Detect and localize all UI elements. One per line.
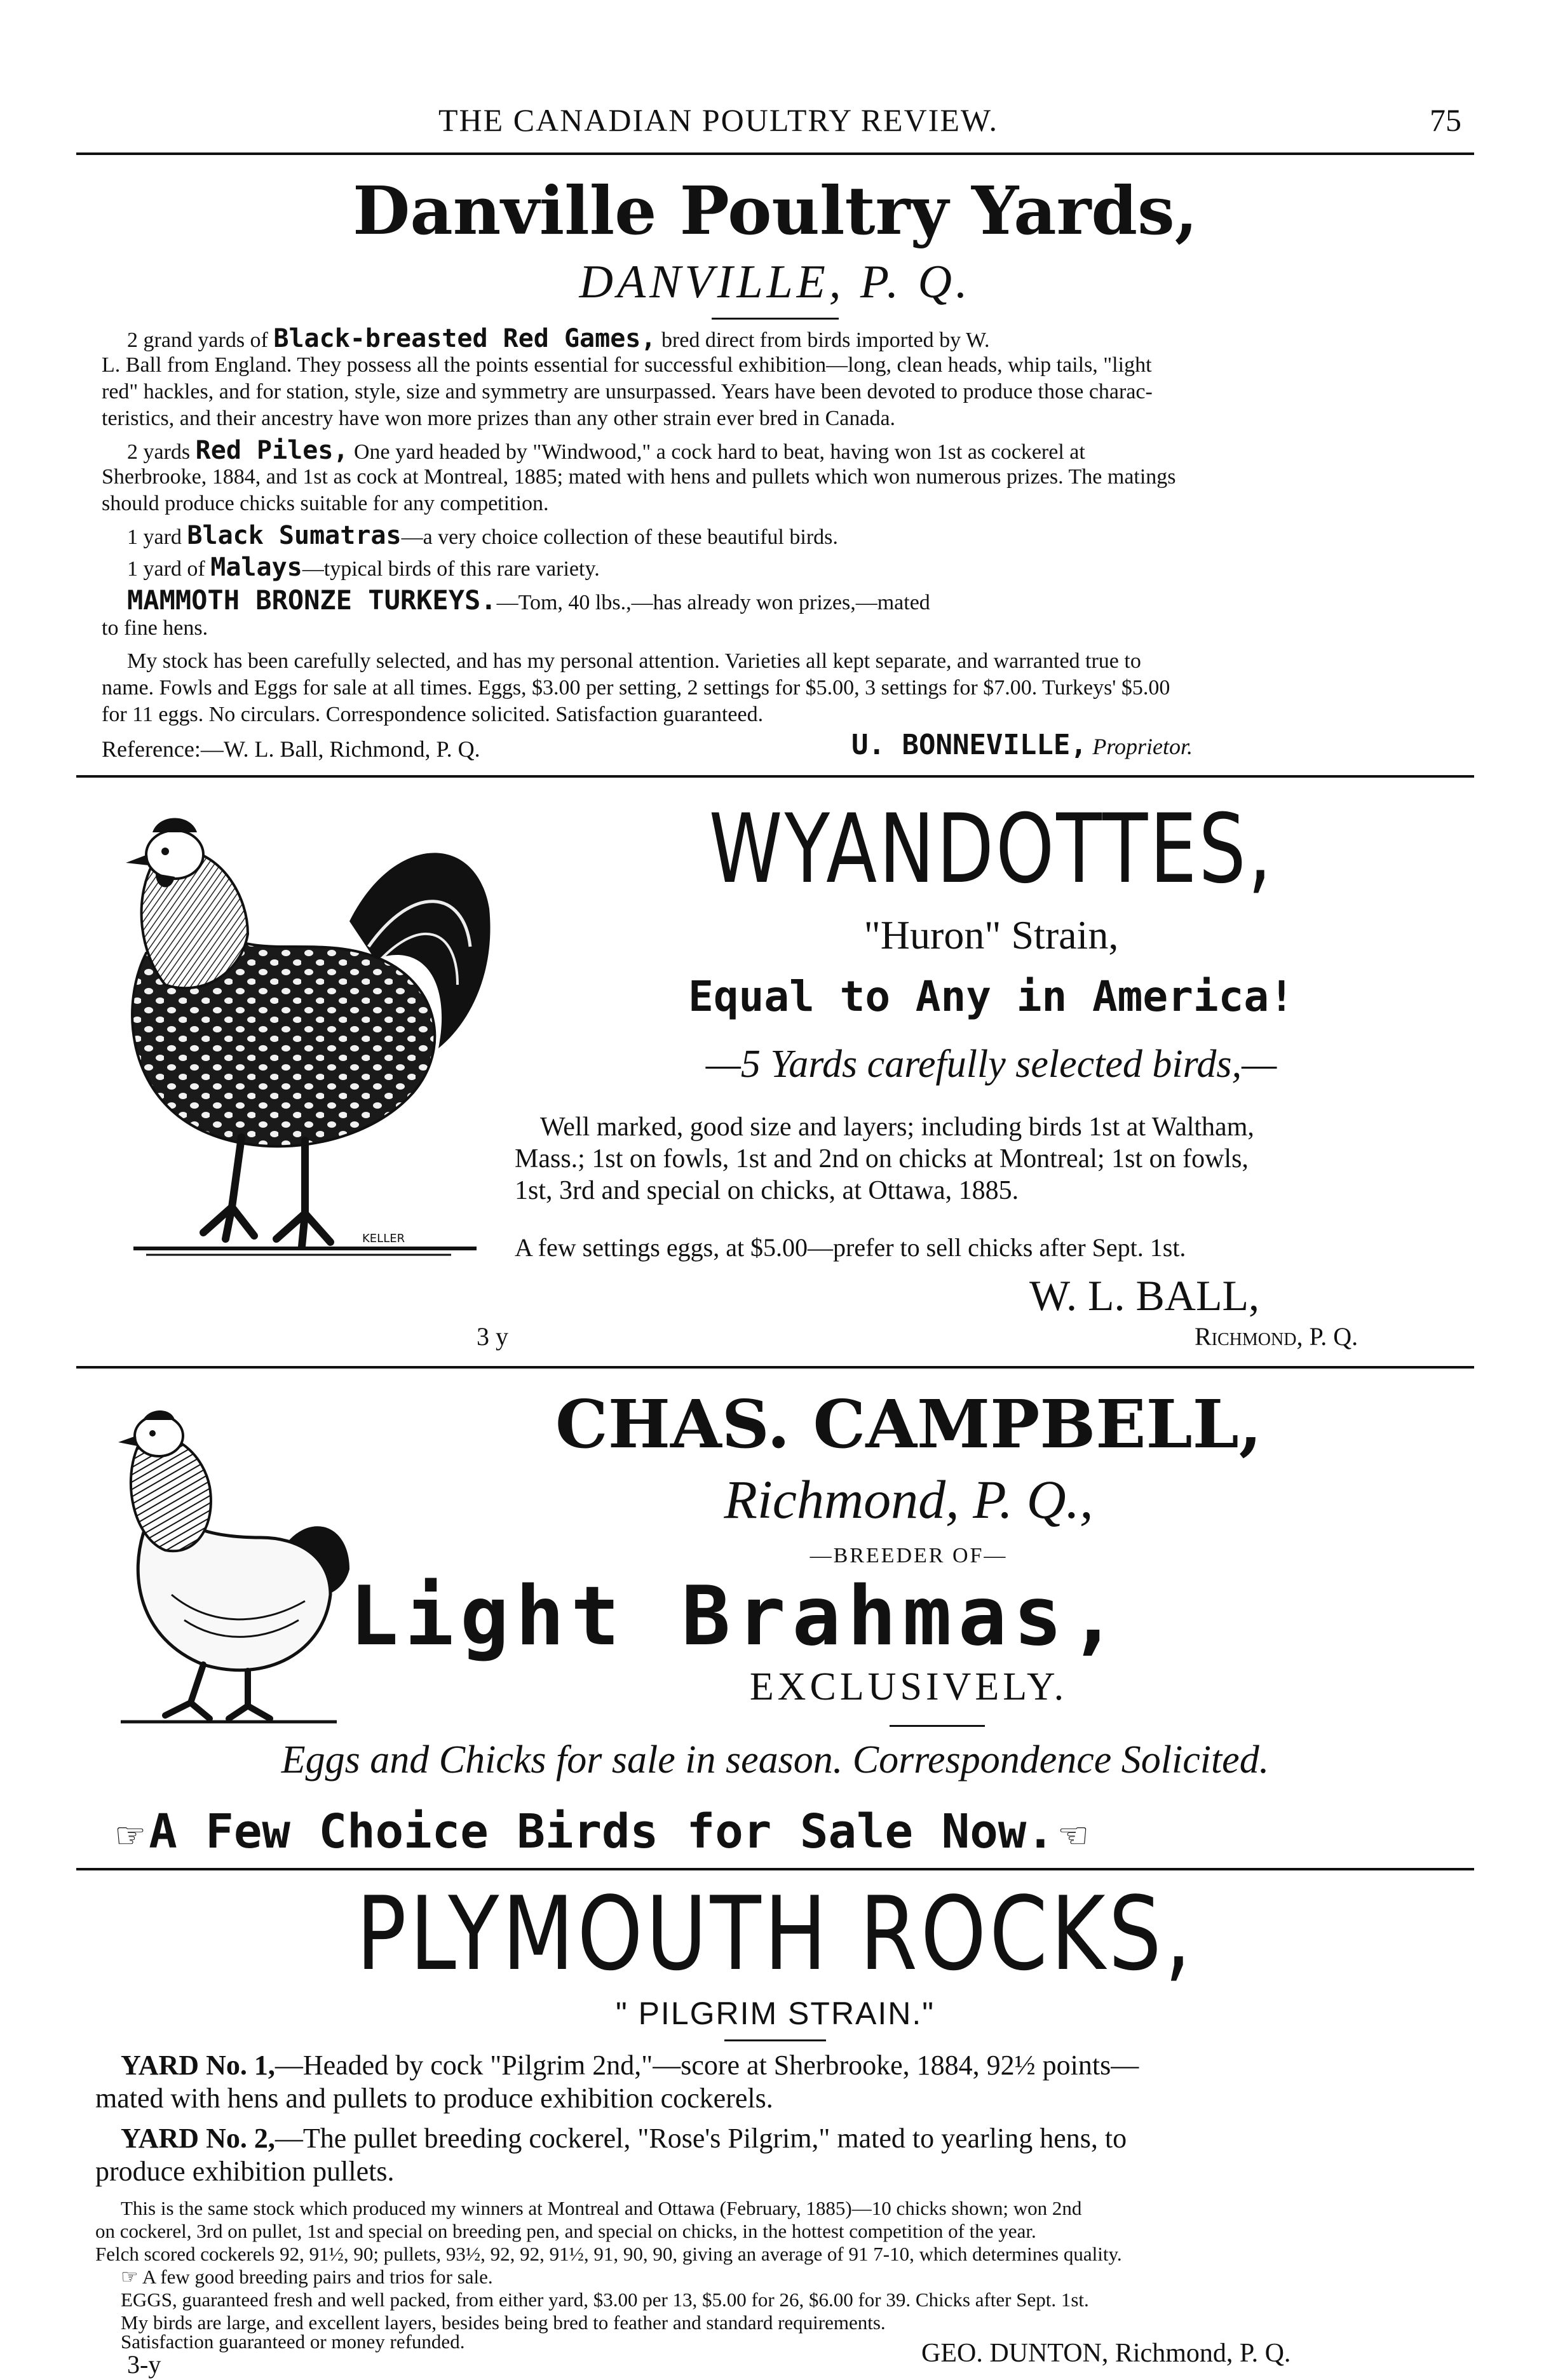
plymouth-detail-5: EGGS, guaranteed fresh and well packed, from either yard, $3.00 per 13, $5.00 for 26, $6.00 for 39. Chicks after Sept. 1st.	[121, 2289, 1089, 2311]
danville-para-5-line-1: MAMMOTH BRONZE TURKEYS.—Tom, 40 lbs.,—has already won prizes,—mated	[127, 585, 930, 616]
rooster-illustration	[95, 794, 502, 1264]
danville-para-2-line-2: Sherbrooke, 1884, and 1st as cock at Montreal, 1885; mated with hens and pullets which won numerous prizes. The matings	[102, 465, 1176, 489]
wyandottes-desc-line-2: Mass.; 1st on fowls, 1st and 2nd on chicks at Montreal; 1st on fowls,	[515, 1144, 1249, 1173]
danville-para-1-line-2: L. Ball from England. They possess all the points essential for successful exhibition—long, clean heads, whip tails, "light	[102, 353, 1152, 377]
campbell-place: Richmond, P. Q.,	[724, 1469, 1094, 1530]
plymouth-detail-7: Satisfaction guaranteed or money refunded.	[121, 2330, 465, 2353]
wyandottes-yards: —5 Yards carefully selected birds,—	[705, 1043, 1277, 1086]
breed-black-breasted-red-games: Black-breasted Red Games,	[273, 324, 656, 353]
wyandottes-desc-line-1: Well marked, good size and layers; including birds 1st at Waltham,	[540, 1112, 1254, 1142]
light-brahma-hen-engraving	[95, 1385, 362, 1728]
wyandottes-term: 3 y	[477, 1322, 508, 1351]
engraver-signature: KELLER	[362, 1232, 405, 1245]
plymouth-yard-1-line-1: YARD No. 1,—Headed by cock "Pilgrim 2nd,"—score at Sherbrooke, 1884, 92½ points—	[121, 2050, 1139, 2081]
danville-para-5-line-2: to fine hens.	[102, 616, 208, 640]
wyandottes-desc-line-3: 1st, 3rd and special on chicks, at Ottawa, 1885.	[515, 1176, 1019, 1205]
wyandottes-settings: A few settings eggs, at $5.00—prefer to sell chicks after Sept. 1st.	[515, 1233, 1186, 1262]
plymouth-yard-2-line-2: produce exhibition pullets.	[95, 2156, 395, 2187]
danville-bottom-rule	[76, 775, 1474, 778]
danville-para-2-line-3: should produce chicks suitable for any competition.	[102, 492, 549, 515]
breed-mammoth-bronze-turkeys: MAMMOTH BRONZE TURKEYS.	[127, 585, 497, 616]
wyandottes-strain: "Huron" Strain,	[864, 912, 1119, 957]
breed-red-piles: Red Piles,	[195, 436, 349, 465]
breed-black-sumatras: Black Sumatras	[187, 521, 402, 550]
danville-title-rule	[712, 318, 839, 320]
campbell-few-choice	[114, 1804, 1449, 1859]
campbell-rule	[890, 1725, 985, 1727]
danville-para-2-line-1: 2 yards Red Piles, One yard headed by "Windwood," a cock hard to beat, having won 1st as cockerel at	[127, 436, 1085, 465]
danville-para-3: 1 yard Black Sumatras—a very choice collection of these beautiful birds.	[127, 521, 838, 550]
header-rule	[76, 152, 1474, 155]
plymouth-detail-3: Felch scored cockerels 92, 91½, 90; pullets, 93½, 92, 92, 91½, 91, 90, 90, giving an average of 91 7-10, which determines quality.	[95, 2243, 1122, 2265]
campbell-breed: Light Brahmas,	[349, 1569, 1124, 1664]
hen-illustration	[95, 1385, 362, 1728]
campbell-exclusively: EXCLUSIVELY.	[749, 1665, 1068, 1708]
plymouth-signature: GEO. DUNTON, Richmond, P. Q.	[921, 2339, 1291, 2368]
plymouth-detail-6: My birds are large, and excellent layers, besides being bred to feather and standard requirements.	[121, 2311, 886, 2334]
page-header	[76, 102, 1474, 152]
newspaper-page	[76, 89, 1474, 2379]
pointing-hand-icon: ☞	[121, 2266, 139, 2288]
danville-para-1-line-4: teristics, and their ancestry have won more prizes than any other strain ever bred in Canada.	[102, 407, 896, 430]
proprietor-name: U. BONNEVILLE,	[851, 729, 1087, 761]
wyandottes-bottom-rule	[76, 1366, 1474, 1369]
campbell-eggs-and-chicks: Eggs and Chicks for sale in season. Correspondence Solicited.	[281, 1738, 1270, 1782]
danville-proprietor	[851, 729, 1193, 761]
danville-title: Danville Poultry Yards,	[353, 172, 1198, 250]
pointing-hand-icon: ☞	[114, 1816, 147, 1856]
danville-subtitle: DANVILLE, P. Q.	[579, 256, 972, 308]
danville-para-1-line-1: 2 grand yards of Black-breasted Red Games, bred direct from birds imported by W.	[127, 324, 990, 353]
publication-title: THE CANADIAN POULTRY REVIEW.	[438, 102, 998, 138]
danville-para-4: 1 yard of Malays—typical birds of this rare variety.	[127, 553, 600, 582]
breed-malays: Malays	[210, 553, 302, 582]
danville-para-6-line-1: My stock has been carefully selected, and has my personal attention. Varieties all kept separate, and warranted true to	[127, 649, 1141, 673]
plymouth-term: 3-y	[127, 2350, 161, 2379]
danville-para-6-line-3: for 11 eggs. No circulars. Correspondence solicited. Satisfaction guaranteed.	[102, 703, 764, 726]
wyandotte-rooster-engraving	[95, 794, 502, 1264]
campbell-name: CHAS. CAMPBELL,	[555, 1385, 1262, 1463]
pointing-hand-icon: ☜	[1057, 1816, 1090, 1856]
campbell-breeder-of: —BREEDER OF—	[809, 1544, 1008, 1567]
wyandottes-equal: Equal to Any in America!	[688, 972, 1294, 1021]
danville-para-6-line-2: name. Fowls and Eggs for sale at all times. Eggs, $3.00 per setting, 2 settings for $5.00, 3 settings for $7.00. Turkeys' $5.00	[102, 676, 1170, 700]
campbell-few-choice-text: A Few Choice Birds for Sale Now.	[149, 1804, 1055, 1859]
wyandottes-breeder-name: W. L. BALL,	[1029, 1271, 1260, 1320]
wyandottes-title: WYANDOTTES,	[708, 794, 1274, 905]
wyandottes-place: Richmond, P. Q.	[1195, 1322, 1358, 1351]
plymouth-yard-2-line-1: YARD No. 2,—The pullet breeding cockerel, "Rose's Pilgrim," mated to yearling hens, to	[121, 2123, 1127, 2154]
plymouth-rule	[724, 2039, 826, 2041]
plymouth-strain: " PILGRIM STRAIN."	[615, 1996, 935, 2031]
yard-1-label: YARD No. 1,	[121, 2050, 275, 2081]
page-number: 75	[1430, 102, 1461, 138]
proprietor-label: Proprietor.	[1092, 734, 1193, 759]
plymouth-title: PLYMOUTH ROCKS,	[356, 1874, 1195, 1993]
campbell-bottom-rule	[76, 1868, 1474, 1870]
plymouth-detail-2: on cockerel, 3rd on pullet, 1st and special on breeding pen, and special on chicks, in the hottest competition of the year.	[95, 2220, 1036, 2242]
plymouth-yard-1-line-2: mated with hens and pullets to produce exhibition cockerels.	[95, 2083, 773, 2114]
yard-2-label: YARD No. 2,	[121, 2123, 275, 2154]
danville-reference: Reference:—W. L. Ball, Richmond, P. Q.	[102, 736, 480, 762]
danville-para-1-line-3: red" hackles, and for station, style, size and symmetry are unsurpassed. Years have been devoted to produce those charac-	[102, 380, 1153, 403]
plymouth-detail-4: ☞ A few good breeding pairs and trios for sale.	[121, 2266, 493, 2288]
plymouth-detail-1: This is the same stock which produced my winners at Montreal and Ottawa (February, 1885)—10 chicks shown; won 2nd	[121, 2197, 1082, 2219]
